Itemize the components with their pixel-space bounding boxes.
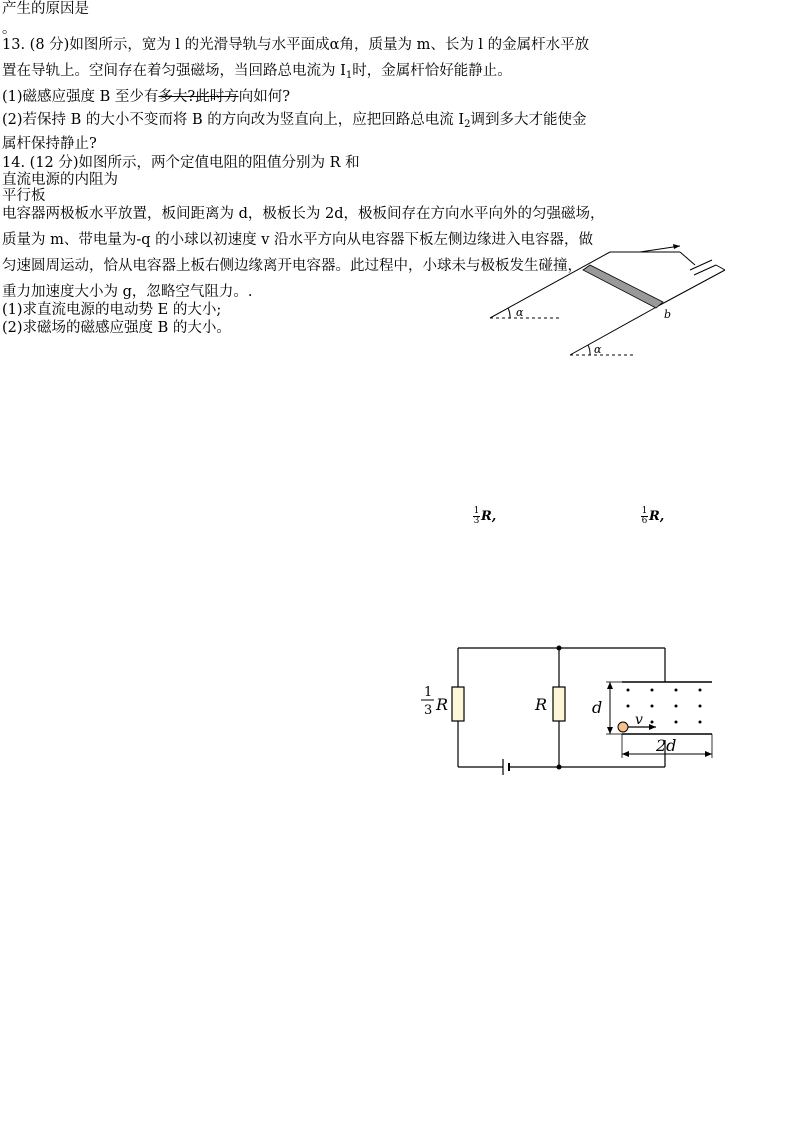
frac2-num: 1 bbox=[641, 506, 648, 516]
velocity-label: v bbox=[635, 712, 643, 728]
q14-line4: 电容器两极板水平放置，板间距离为 d，极板长为 2d，极板间存在方向水平向外的匀强磁场， bbox=[2, 206, 605, 222]
rod-end-label: b bbox=[664, 308, 672, 321]
q14-line1: 14. (12 分)如图所示，两个定值电阻的阻值分别为 R 和 bbox=[2, 155, 360, 171]
r1-den: 3 bbox=[424, 703, 433, 718]
frac1-num: 1 bbox=[473, 506, 480, 516]
q14-line7: 重力加速度大小为 g，忽略空气阻力。. bbox=[2, 284, 253, 300]
angle-label-lower: α bbox=[594, 343, 602, 356]
q13-part2-sub: 2 bbox=[464, 119, 471, 130]
q13-part2-b: 调到多大才能使金 bbox=[470, 112, 587, 128]
q13-part1-a: (1)磁感应强度 B 至少有 bbox=[2, 89, 159, 105]
frac2-var: R, bbox=[649, 509, 665, 524]
fraction-one-third-r bbox=[473, 507, 496, 526]
charged-ball bbox=[618, 722, 628, 732]
q13-part1-strike: 多大?此时方 bbox=[158, 89, 239, 105]
inclined-rails-figure bbox=[480, 230, 740, 360]
q13-part1 bbox=[2, 88, 290, 106]
resistor-r-label: R bbox=[535, 695, 548, 714]
q14-line6: 匀速圆周运动，恰从电容器上板右侧边缘离开电容器。此过程中，小球未与极板发生碰撞， bbox=[2, 258, 582, 274]
angle-label-upper: α bbox=[516, 306, 524, 319]
q13-line2-b: 时，金属杆恰好能静止。 bbox=[352, 63, 512, 79]
q13-line2-a: 置在导轨上。空间存在着匀强磁场，当回路总电流为 I bbox=[2, 63, 346, 79]
frac1-var: R, bbox=[481, 509, 497, 524]
gap-label: d bbox=[592, 698, 603, 717]
q13-line2-sub: 1 bbox=[345, 70, 353, 81]
fraction-one-sixth-r bbox=[641, 507, 664, 526]
q13-part1-b: 向如何? bbox=[238, 89, 290, 105]
q13-part2-cont: 属杆保持静止? bbox=[2, 136, 97, 152]
r1-var: R bbox=[436, 695, 449, 714]
r1-num: 1 bbox=[424, 685, 433, 700]
q14-line2: 直流电源的内阻为 bbox=[2, 172, 118, 188]
q13-part2-a: (2)若保持 B 的大小不变而将 B 的方向改为竖直向上，应把回路总电流 I bbox=[2, 112, 465, 128]
frac2-den: 6 bbox=[641, 516, 648, 526]
q13-part2 bbox=[2, 111, 587, 134]
q14-part2: (2)求磁场的磁感应强度 B 的大小。 bbox=[2, 320, 231, 336]
resistor-r bbox=[553, 687, 565, 721]
q13-line1: 13. (8 分)如图所示，宽为 l 的光滑导轨与水平面成α角，质量为 m、长为 l 的金属杆水平放 bbox=[2, 37, 590, 53]
resistor-one-third bbox=[452, 687, 464, 721]
q14-line3: 平行板 bbox=[2, 188, 46, 204]
circuit-diagram bbox=[410, 640, 730, 780]
q14-line5: 质量为 m、带电量为-q 的小球以初速度 v 沿水平方向从电容器下板左侧边缘进入电容器，做 bbox=[2, 232, 594, 248]
length-label: 2d bbox=[656, 736, 677, 755]
period-line: 。 bbox=[2, 21, 17, 37]
q14-part1: (1)求直流电源的电动势 E 的大小; bbox=[2, 302, 222, 318]
frac1-den: 3 bbox=[473, 516, 480, 526]
q13-line2 bbox=[2, 62, 512, 85]
cause-line: 产生的原因是 bbox=[2, 1, 89, 17]
